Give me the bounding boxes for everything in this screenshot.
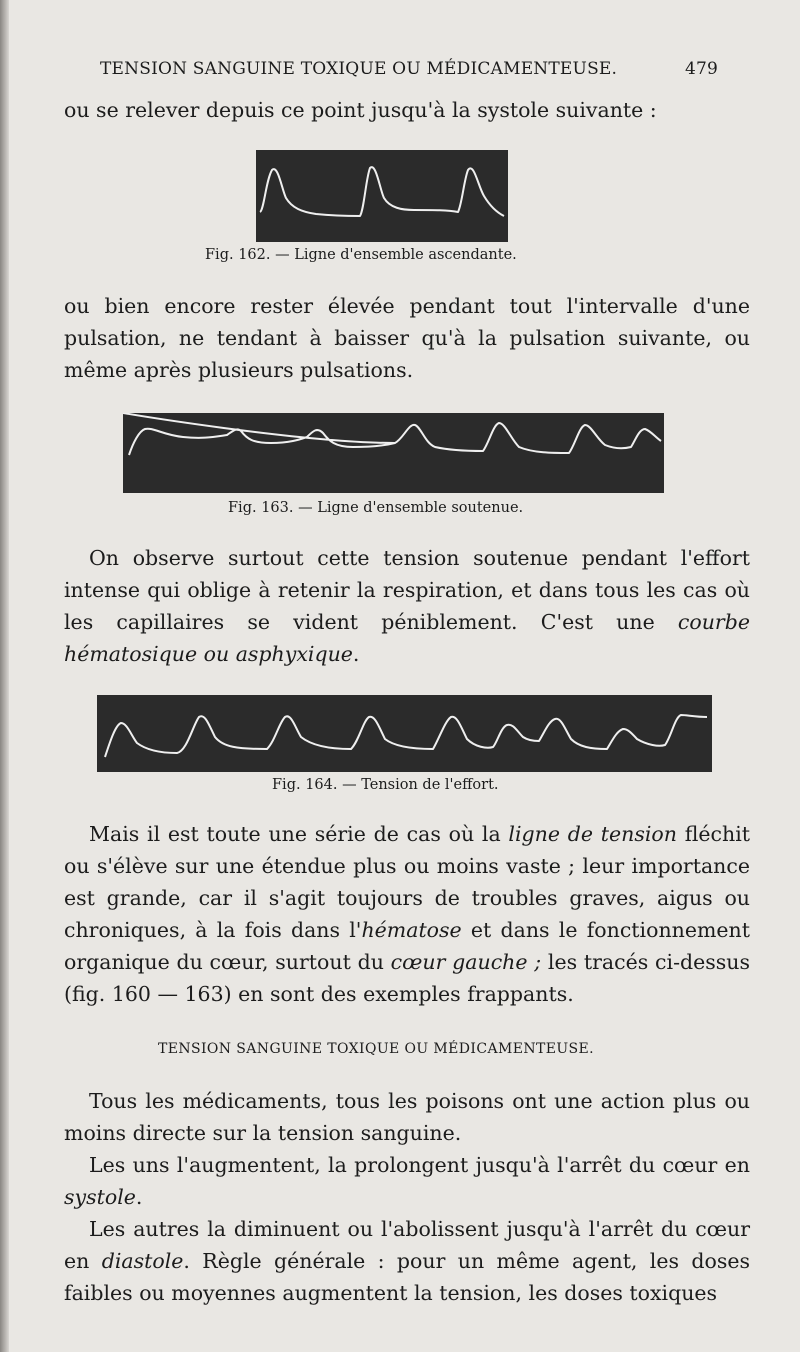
figure-162-caption: Fig. 162. — Ligne d'ensemble ascendante. — [205, 247, 517, 263]
emphasis-text: cœur gauche ; — [390, 950, 542, 974]
pulse-curve — [260, 167, 504, 216]
paragraph-text — [64, 542, 750, 670]
running-header — [100, 59, 718, 85]
page-binding-edge — [0, 0, 9, 1352]
paragraph-text: ou bien encore rester élevée pendant tout l'intervalle d'une pulsation, ne tendant à baisser qu'à la pulsation suivante, ou même après plusieurs pulsations. — [64, 294, 750, 382]
pulse-curve — [123, 413, 661, 455]
pulse-curve — [105, 715, 707, 757]
figure-163-caption: Fig. 163. — Ligne d'ensemble soutenue. — [228, 500, 524, 516]
paragraph-effort — [64, 542, 750, 670]
emphasis-text: hématose — [361, 918, 462, 942]
text-run: et dans le fonctionnement organique du cœur, surtout du — [64, 918, 750, 974]
text-run: Les autres la diminuent ou l'abolissent jusqu'à l'arrêt du cœur en — [64, 1217, 750, 1273]
text-run: . — [135, 1185, 143, 1209]
pulse-trace-effort — [97, 695, 712, 772]
section-heading: TENSION SANGUINE TOXIQUE OU MÉDICAMENTEUSE. — [158, 1041, 594, 1057]
paragraph-text — [64, 1213, 750, 1309]
emphasis-text: systole — [64, 1185, 136, 1209]
paragraph-text — [64, 818, 750, 1010]
paragraph-text: ou se relever depuis ce point jusqu'à la systole suivante : — [64, 98, 657, 122]
figure-162-trace — [256, 150, 508, 242]
text-run: Les uns l'augmentent, la prolongent jusqu'à l'arrêt du cœur en — [89, 1153, 750, 1177]
pulse-trace-ascending — [256, 150, 508, 242]
text-run: . Règle générale : pour un même agent, les doses faibles ou moyennes augmentent la tension, les doses toxiques — [64, 1249, 750, 1305]
paragraph-tension-line — [64, 818, 750, 1010]
page-number: 479 — [684, 59, 718, 79]
running-header-title: TENSION SANGUINE TOXIQUE OU MÉDICAMENTEUSE. — [100, 59, 618, 79]
paragraph-medicaments — [64, 1085, 750, 1309]
text-run: . — [352, 642, 360, 666]
emphasis-text: courbe hématosique ou asphyxique — [64, 610, 750, 666]
paragraph-text — [64, 1149, 750, 1213]
paragraph-intro — [64, 94, 750, 126]
paragraph-sustained — [64, 290, 750, 386]
emphasis-text: diastole — [101, 1249, 184, 1273]
text-run: Mais il est toute une série de cas où la — [89, 822, 509, 846]
text-run: On observe surtout cette tension soutenue pendant l'effort intense qui oblige à retenir la respiration, et dans tous les cas où les capillaires se vident péniblement. C'est une — [64, 546, 750, 634]
paragraph-text: Tous les médicaments, tous les poisons ont une action plus ou moins directe sur la tension sanguine. — [64, 1089, 750, 1145]
text-run: fléchit ou s'élève sur une étendue plus ou moins vaste ; leur importance est grande, car il s'agit toujours de troubles graves, aigus ou chroniques, à la fois dans l' — [64, 822, 750, 942]
figure-164-caption: Fig. 164. — Tension de l'effort. — [272, 777, 499, 793]
figure-164-trace — [97, 695, 712, 772]
figure-163-trace — [123, 413, 664, 493]
emphasis-text: ligne de tension — [508, 822, 677, 846]
pulse-trace-sustained — [123, 413, 664, 493]
text-run: les tracés ci-dessus (fig. 160 — 163) en sont des exemples frappants. — [64, 950, 751, 1006]
